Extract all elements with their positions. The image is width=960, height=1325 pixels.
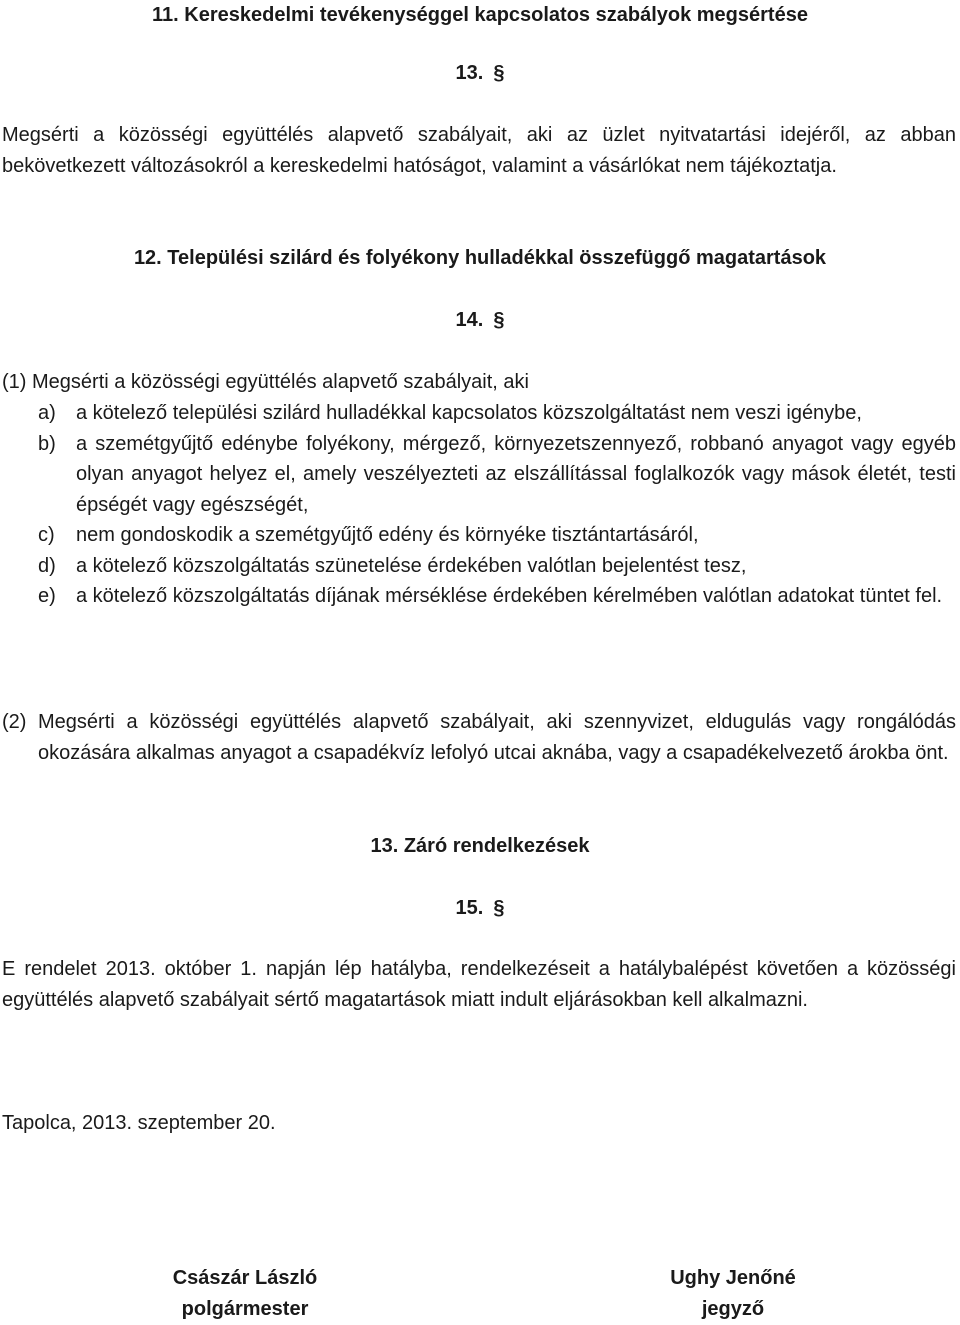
list-item (2, 581, 956, 612)
paragraph-number-label: 15. (455, 897, 484, 919)
paragraph-13-text: Megsérti a közösségi együttélés alapvető szabályait, aki az üzlet nyitvatartási idejéről, az abban bekövetkezett változásokról a kereskedelmi hatóságot, valamint a vásárlókat nem tájékoztatja. (2, 124, 956, 177)
list-marker: e) (38, 585, 56, 607)
section-12-heading: 12. Települési szilárd és folyékony hulladékkal összefüggő magatartások (133, 247, 827, 269)
section-sign: § (493, 62, 505, 84)
signatory-title: polgármester (181, 1297, 309, 1320)
list-item (2, 520, 956, 551)
signatory-name: Császár László (172, 1267, 318, 1289)
subparagraph-number: (2) (2, 711, 27, 733)
paragraph-14-number (0, 305, 960, 335)
list-marker: d) (38, 554, 56, 577)
list-item-text: a kötelező közszolgáltatás szünetelése érdekében valótlan bejelentést tesz, (76, 554, 747, 577)
signature-mayor (140, 1263, 350, 1324)
violation-list (2, 398, 956, 612)
list-item-text: a kötelező települési szilárd hulladékkal kapcsolatos közszolgáltatást nem veszi igénybe, (76, 402, 862, 424)
paragraph-number-label: 13. (455, 62, 484, 84)
subparagraph-text: Megsérti a közösségi együttélés alapvető szabályait, aki szennyvizet, eldugulás vagy rongálódás okozására alkalmas anyagot a csapadékvíz lefolyó utcai aknába, vagy a csapadékelvezető árokba önt. (38, 711, 956, 764)
section-sign: § (493, 897, 505, 919)
signatory-title: jegyző (701, 1297, 765, 1320)
paragraph-13-number (0, 58, 960, 88)
place-and-date: Tapolca, 2013. szeptember 20. (2, 1112, 276, 1134)
list-marker: a) (38, 402, 56, 424)
paragraph-15-number (0, 893, 960, 923)
list-item-text: nem gondoskodik a szemétgyűjtő edény és környéke tisztántartásáról, (76, 524, 699, 546)
list-item-text: a szemétgyűjtő edénybe folyékony, mérgező, környezetszennyező, robbanó anyagot vagy egyéb olyan anyagot helyez el, amely veszélyezteti az elszállítással foglalkozók vagy mások életét, testi épségét vagy egészségét, (76, 432, 956, 516)
list-marker: c) (38, 524, 55, 546)
list-item (2, 398, 956, 429)
signatory-name: Ughy Jenőné (670, 1267, 796, 1289)
list-item (2, 551, 956, 582)
paragraph-15-text: E rendelet 2013. október 1. napján lép hatályba, rendelkezéseit a hatálybalépést követően a közösségi együttélés alapvető szabályait sértő magatartások miatt indult eljárásokban kell alkalmazni. (2, 958, 956, 1011)
paragraph-14-2 (2, 707, 956, 768)
list-marker: b) (38, 432, 56, 455)
list-item (2, 429, 956, 521)
section-sign: § (493, 309, 505, 331)
section-11-heading: 11. Kereskedelmi tevékenységgel kapcsolatos szabályok megsértése (152, 4, 808, 26)
paragraph-14-intro: (1) Megsérti a közösségi együttélés alapvető szabályait, aki (2, 371, 529, 393)
section-13-heading: 13. Záró rendelkezések (370, 835, 590, 857)
list-item-text: a kötelező közszolgáltatás díjának mérséklése érdekében kérelmében valótlan adatokat tüntet fel. (76, 585, 943, 607)
paragraph-number-label: 14. (455, 309, 484, 331)
signature-notary (628, 1263, 838, 1324)
